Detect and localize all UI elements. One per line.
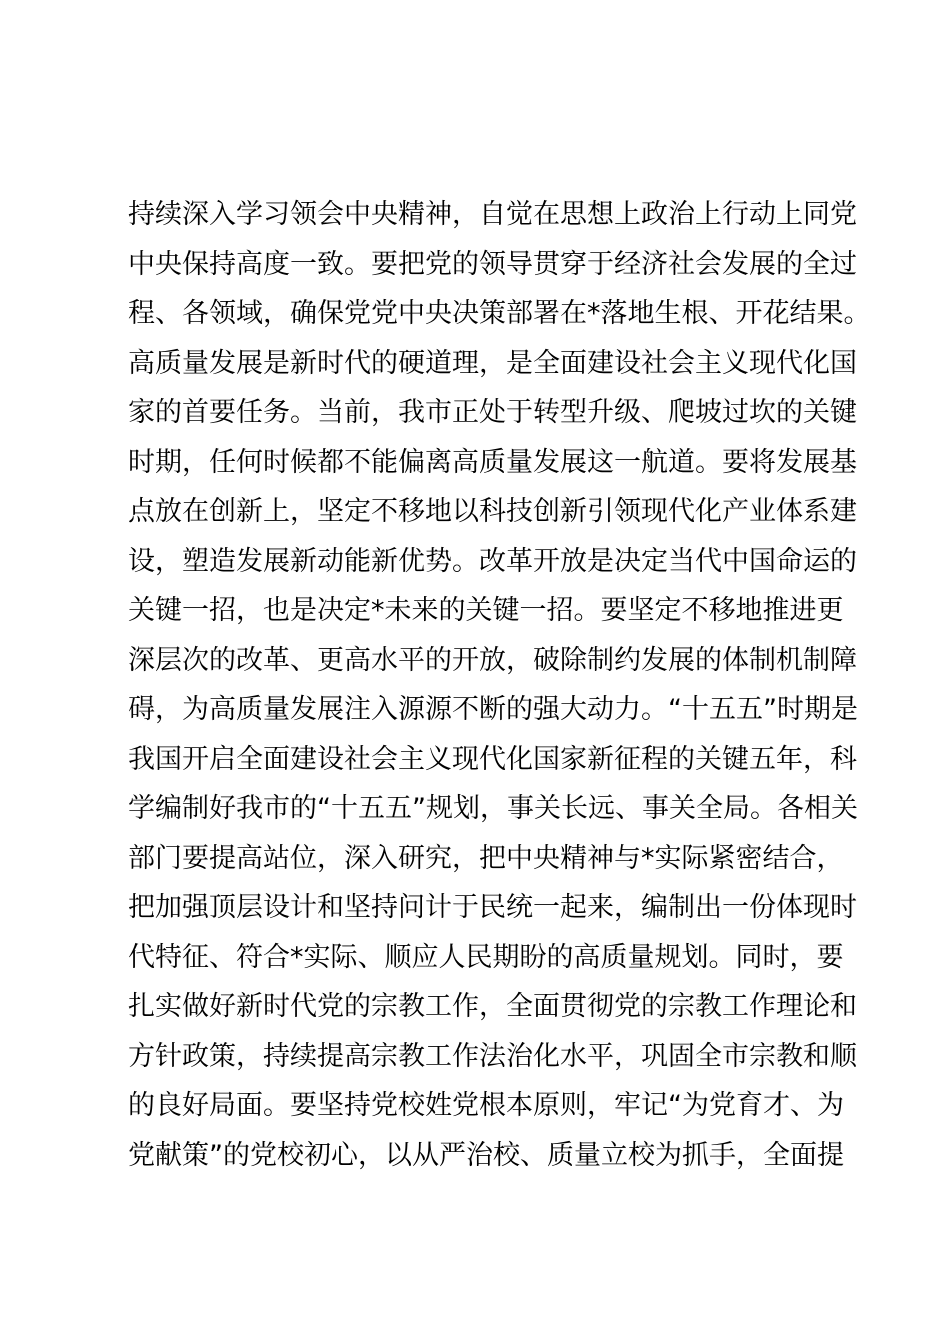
text-line: 扎实做好新时代党的宗教工作，全面贯彻党的宗教工作理论和 xyxy=(128,991,857,1022)
text-line: 设，塑造发展新动能新优势。改革开放是决定当代中国命运的 xyxy=(128,545,857,577)
text-line: 党献策”的党校初心，以从严治校、质量立校为抓手，全面提 xyxy=(128,1139,844,1171)
text-line: 程、各领域，确保党党中央决策部署在*落地生根、开花结果。 xyxy=(128,298,871,329)
text-line: 代特征、符合*实际、顺应人民期盼的高质量规划。同时，要 xyxy=(128,941,844,973)
text-line: 把加强顶层设计和坚持问计于民统一起来，编制出一份体现时 xyxy=(128,892,857,923)
text-line: 学编制好我市的“十五五”规划，事关长远、事关全局。各相关 xyxy=(128,793,858,824)
text-line: 我国开启全面建设社会主义现代化国家新征程的关键五年，科 xyxy=(128,743,857,775)
text-line: 点放在创新上，坚定不移地以科技创新引领现代化产业体系建 xyxy=(128,496,857,527)
text-line: 深层次的改革、更高水平的开放，破除制约发展的体制机制障 xyxy=(128,644,857,676)
text-line: 方针政策，持续提高宗教工作法治化水平，巩固全市宗教和顺 xyxy=(128,1040,857,1072)
text-line: 碍，为高质量发展注入源源不断的强大动力。“十五五”时期是 xyxy=(128,694,858,725)
text-line: 关键一招，也是决定*未来的关键一招。要坚定不移地推进更 xyxy=(128,595,844,626)
text-line: 的良好局面。要坚持党校姓党根本原则，牢记“为党育才、为 xyxy=(128,1090,844,1121)
body-paragraph xyxy=(128,190,871,1180)
text-line: 部门要提高站位，深入研究，把中央精神与*实际紧密结合， xyxy=(128,842,844,874)
text-line: 家的首要任务。当前，我市正处于转型升级、爬坡过坎的关键 xyxy=(128,397,857,428)
text-line: 持续深入学习领会中央精神，自觉在思想上政治上行动上同党 xyxy=(128,199,857,230)
text-line: 高质量发展是新时代的硬道理，是全面建设社会主义现代化国 xyxy=(128,347,857,379)
text-line: 时期，任何时候都不能偏离高质量发展这一航道。要将发展基 xyxy=(128,446,857,478)
text-line: 中央保持高度一致。要把党的领导贯穿于经济社会发展的全过 xyxy=(128,248,857,280)
